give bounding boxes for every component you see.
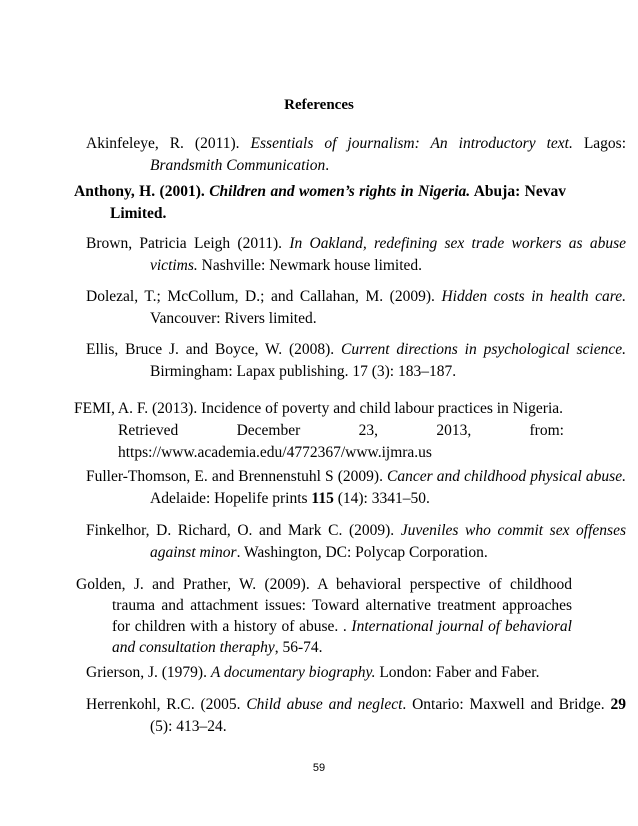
ref-publisher: London: Faber and Faber. [375, 664, 540, 681]
reference-dolezal [86, 286, 626, 330]
ref-publisher: Abuja: Nevav Limited. [110, 183, 566, 222]
ref-authors: Grierson, J. (1979). [86, 664, 211, 681]
ref-title: A documentary biography. [210, 664, 376, 681]
ref-authors: Golden, J. and Prather, W. (2009). A behavioral perspective of childhood trauma and attachment issues: Toward alternative treatment approaches for children with a history of abuse. . [76, 576, 572, 635]
ref-publisher: . Ontario: Maxwell and Bridge. [402, 696, 611, 713]
ref-title: Hidden costs in health care. [441, 288, 626, 305]
ref-publisher: Nashville: Newmark house limited. [197, 257, 423, 274]
reference-grierson [86, 662, 626, 684]
ref-volume: 29 [610, 696, 626, 713]
reference-finkelhor [86, 520, 626, 564]
ref-word: 23, [358, 422, 378, 439]
ref-title: Child abuse and neglect [246, 696, 403, 713]
ref-authors: Brown, Patricia Leigh (2011). [86, 235, 290, 252]
ref-volume: 115 [311, 490, 334, 507]
ref-publisher: Birmingham: Lapax publishing. 17 (3): 183–187. [150, 363, 457, 380]
ref-title: Children and women’s rights in Nigeria. [209, 183, 471, 200]
ref-publisher: . Washington, DC: Polycap Corporation. [236, 544, 488, 561]
ref-authors: Anthony, H. (2001). [74, 183, 210, 200]
reference-femi [74, 398, 564, 464]
ref-authors: Fuller-Thomson, E. and Brennenstuhl S (2009). [86, 468, 388, 485]
reference-akinfeleye [86, 133, 626, 177]
page-number: 59 [312, 762, 326, 774]
ref-authors: Finkelhor, D. Richard, O. and Mark C. (2009). [86, 522, 401, 539]
ref-word: 2013, [436, 422, 472, 439]
ref-word: Retrieved [118, 422, 179, 439]
reference-anthony [74, 181, 566, 225]
ref-end: . [325, 157, 330, 174]
ref-title: Current directions in psychological science. [341, 341, 626, 358]
ref-title: Juveniles who commit sex offenses against minor [150, 522, 626, 561]
ref-publisher: Adelaide: Hopelife prints [150, 490, 312, 507]
ref-line: FEMI, A. F. (2013). Incidence of poverty and child labour practices in Nigeria. [74, 400, 564, 417]
ref-word: December [236, 422, 301, 439]
reference-golden [76, 574, 572, 658]
ref-publisher-name: Brandsmith Communication [150, 157, 326, 174]
ref-line [118, 420, 564, 442]
ref-title: Essentials of journalism: An introductory text. [250, 135, 573, 152]
ref-authors: Ellis, Bruce J. and Boyce, W. (2008). [86, 341, 342, 358]
ref-publisher: Vancouver: Rivers limited. [150, 310, 317, 327]
ref-authors: Dolezal, T.; McCollum, D.; and Callahan, M. (2009). [86, 288, 442, 305]
ref-publisher: Lagos: [572, 135, 626, 152]
ref-end: (5): 413–24. [150, 718, 227, 735]
ref-title: In Oakland, redefining sex trade workers as abuse victims. [150, 235, 627, 274]
reference-brown [86, 233, 626, 277]
references-heading: References [284, 97, 354, 113]
ref-pages: , 56-74. [274, 639, 323, 656]
reference-herrenkohl [86, 694, 626, 738]
ref-authors: Herrenkohl, R.C. (2005. [86, 696, 247, 713]
ref-end: (14): 3341–50. [333, 490, 430, 507]
ref-word: from: [529, 422, 564, 439]
ref-url: https://www.academia.edu/4772367/www.ijmra.us [118, 444, 432, 461]
ref-title: Cancer and childhood physical abuse. [387, 468, 626, 485]
reference-ellis [86, 339, 626, 383]
ref-authors: Akinfeleye, R. (2011). [86, 135, 251, 152]
ref-title: International journal of behavioral and consultation theraphy [112, 618, 572, 656]
reference-fuller-thomson [86, 466, 626, 510]
